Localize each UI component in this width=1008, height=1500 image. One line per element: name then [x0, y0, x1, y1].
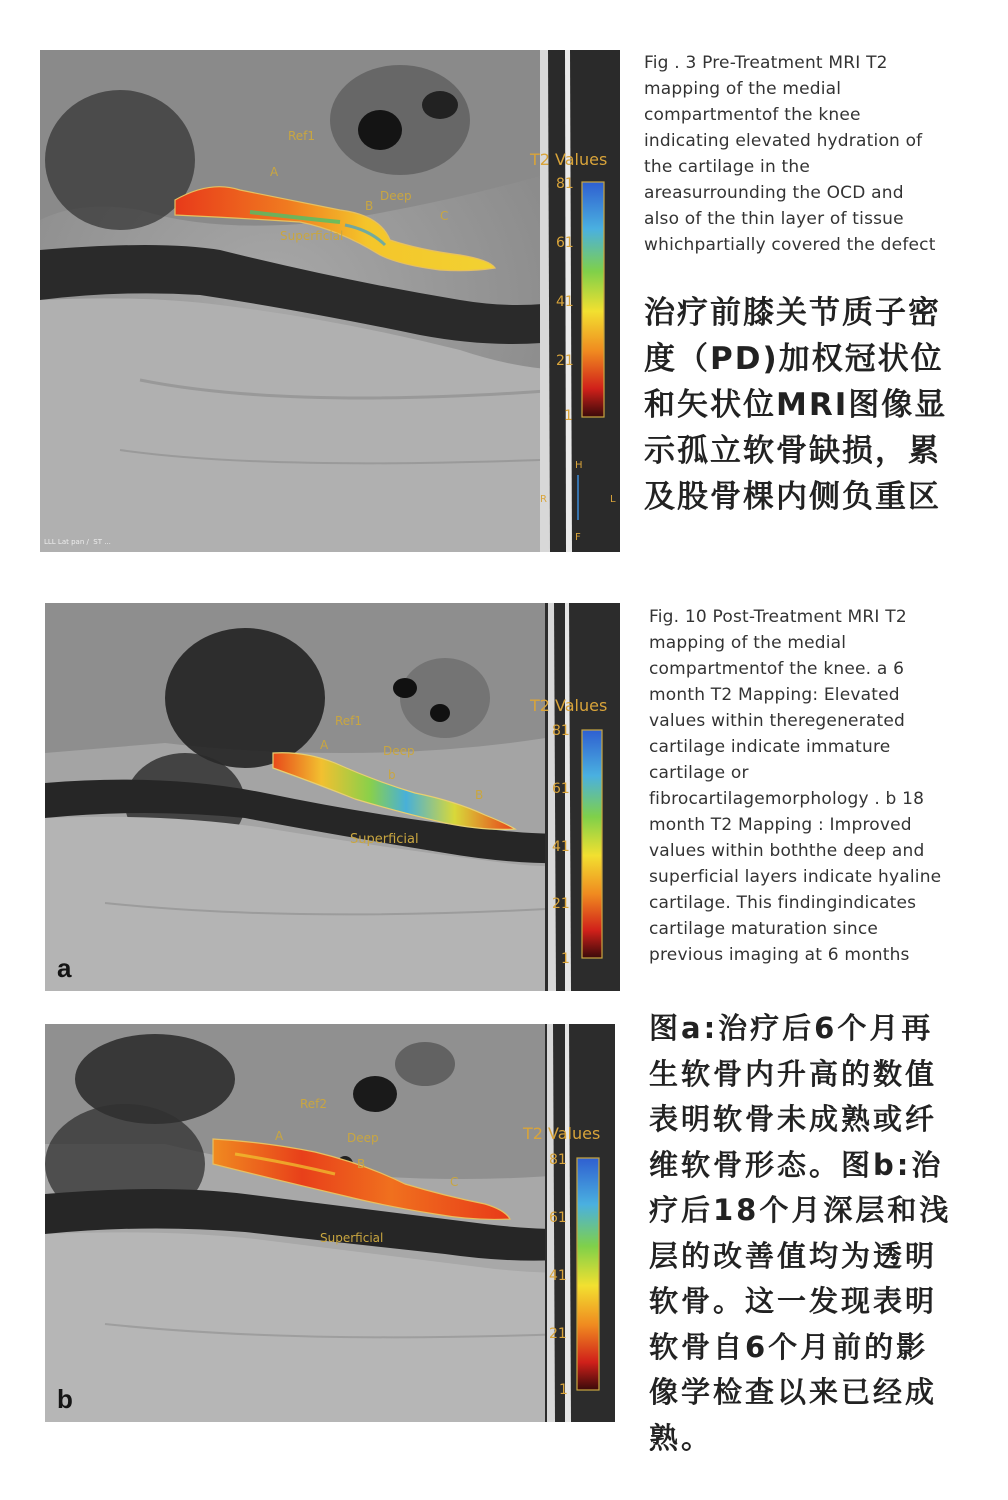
fig10b-scale-bar — [577, 1158, 599, 1390]
fig3-tick-41: 41 — [556, 294, 574, 310]
fig10a-label-superficial: Superficial — [350, 832, 419, 847]
fig3-orient-left: R — [540, 494, 547, 505]
fig3-orient-bottom: F — [575, 532, 581, 543]
fig10b-label-a: A — [275, 1129, 284, 1143]
fig10a-tick-1: 1 — [561, 951, 570, 967]
fig10a-tick-81: 81 — [552, 723, 570, 739]
fig3-orient-top: H — [575, 460, 583, 471]
fig10a-mri-svg — [45, 603, 620, 991]
fig10a-tick-21: 21 — [552, 896, 570, 912]
fig3-watermark: LLL Lat pan / ST ... — [44, 538, 111, 546]
fig3-mri-image — [40, 50, 620, 552]
fig3-tick-61: 61 — [556, 235, 574, 251]
fig10b-label-c: C — [450, 1175, 459, 1189]
fig3-label-c: C — [440, 209, 449, 223]
fig3-label-ref: Ref1 — [288, 129, 316, 143]
fig10b-tick-21: 21 — [549, 1326, 567, 1342]
fig10a-mri-image — [45, 603, 620, 991]
fig10a-label-b-lower: b — [388, 768, 396, 782]
fig10b-mri-image — [45, 1024, 615, 1422]
fig10-caption-chinese: 图a:治疗后6个月再 生软骨内升高的数值 表明软骨未成熟或纤 维软骨形态。图b:治 疗后18个月深层和浅 层的改善值均为透明 软骨。这一发现表明 软骨自6个月前的影 像学检查以来已经成 熟。 — [649, 1011, 952, 1455]
fig3-tick-1: 1 — [564, 408, 573, 424]
fig3-tick-81: 81 — [556, 176, 574, 192]
fig10a-panel-letter: a — [57, 953, 72, 983]
fig10a-scale-bar — [582, 730, 602, 958]
fig3-tick-21: 21 — [556, 353, 574, 369]
fig10b-scale-title: T2 Values — [523, 1124, 601, 1143]
fig10a-label-deep: Deep — [383, 744, 415, 758]
fig10b-label-deep: Deep — [347, 1131, 379, 1145]
fig10b-tick-61: 61 — [549, 1210, 567, 1226]
fig10a-label-ref: Ref1 — [335, 714, 363, 728]
fig10b-tick-41: 41 — [549, 1268, 567, 1284]
fig10a-tick-61: 61 — [552, 781, 570, 797]
fig3-scale-title: T2 Values — [530, 150, 608, 169]
fig3-mri-svg — [40, 50, 620, 552]
fig10a-label-b-upper: B — [475, 788, 484, 802]
fig3-label-deep: Deep — [380, 189, 412, 203]
fig10-caption-english: Fig. 10 Post-Treatment MRI T2 mapping of the medial compartmentof the knee. a 6 month T2 Mapping: Elevated values within theregenerated cartilage indicate immature cartilage or fibrocartilagemorphology . b 18 month T2 Mapping : Improved values within boththe deep and superficial layers indicate hyaline cartilage. This findingindicates cartilage maturation since previous imaging at 6 months — [649, 607, 942, 965]
fig10b-mri-svg — [45, 1024, 615, 1422]
fig10b-panel-letter: b — [57, 1384, 73, 1414]
fig10a-label-a: A — [320, 738, 329, 752]
fig10a-scale-title: T2 Values — [530, 696, 608, 715]
fig10b-tick-1: 1 — [559, 1382, 568, 1398]
fig3-orient-right: L — [610, 494, 616, 505]
fig3-scale-bar — [582, 182, 604, 417]
fig10b-label-b: B — [357, 1157, 366, 1171]
fig3-label-a: A — [270, 165, 279, 179]
fig3-caption-chinese: 治疗前膝关节质子密 度（PD)加权冠状位 和矢状位MRI图像显 示孤立软骨缺损，累 及股骨棵内侧负重区 — [644, 295, 948, 515]
fig3-caption-english: Fig . 3 Pre-Treatment MRI T2 mapping of the medial compartmentof the knee indicating elevated hydration of the cartilage in the areasurrounding the OCD and also of the thin layer of tissue whichpartially covered the defect — [644, 53, 936, 255]
fig10b-label-ref: Ref2 — [300, 1097, 328, 1111]
fig3-label-superficial: Superficial — [280, 229, 344, 243]
fig3-label-b: B — [365, 199, 374, 213]
fig10b-tick-81: 81 — [549, 1152, 567, 1168]
fig10b-label-superficial: Superficial — [320, 1231, 384, 1245]
fig10a-tick-41: 41 — [552, 839, 570, 855]
